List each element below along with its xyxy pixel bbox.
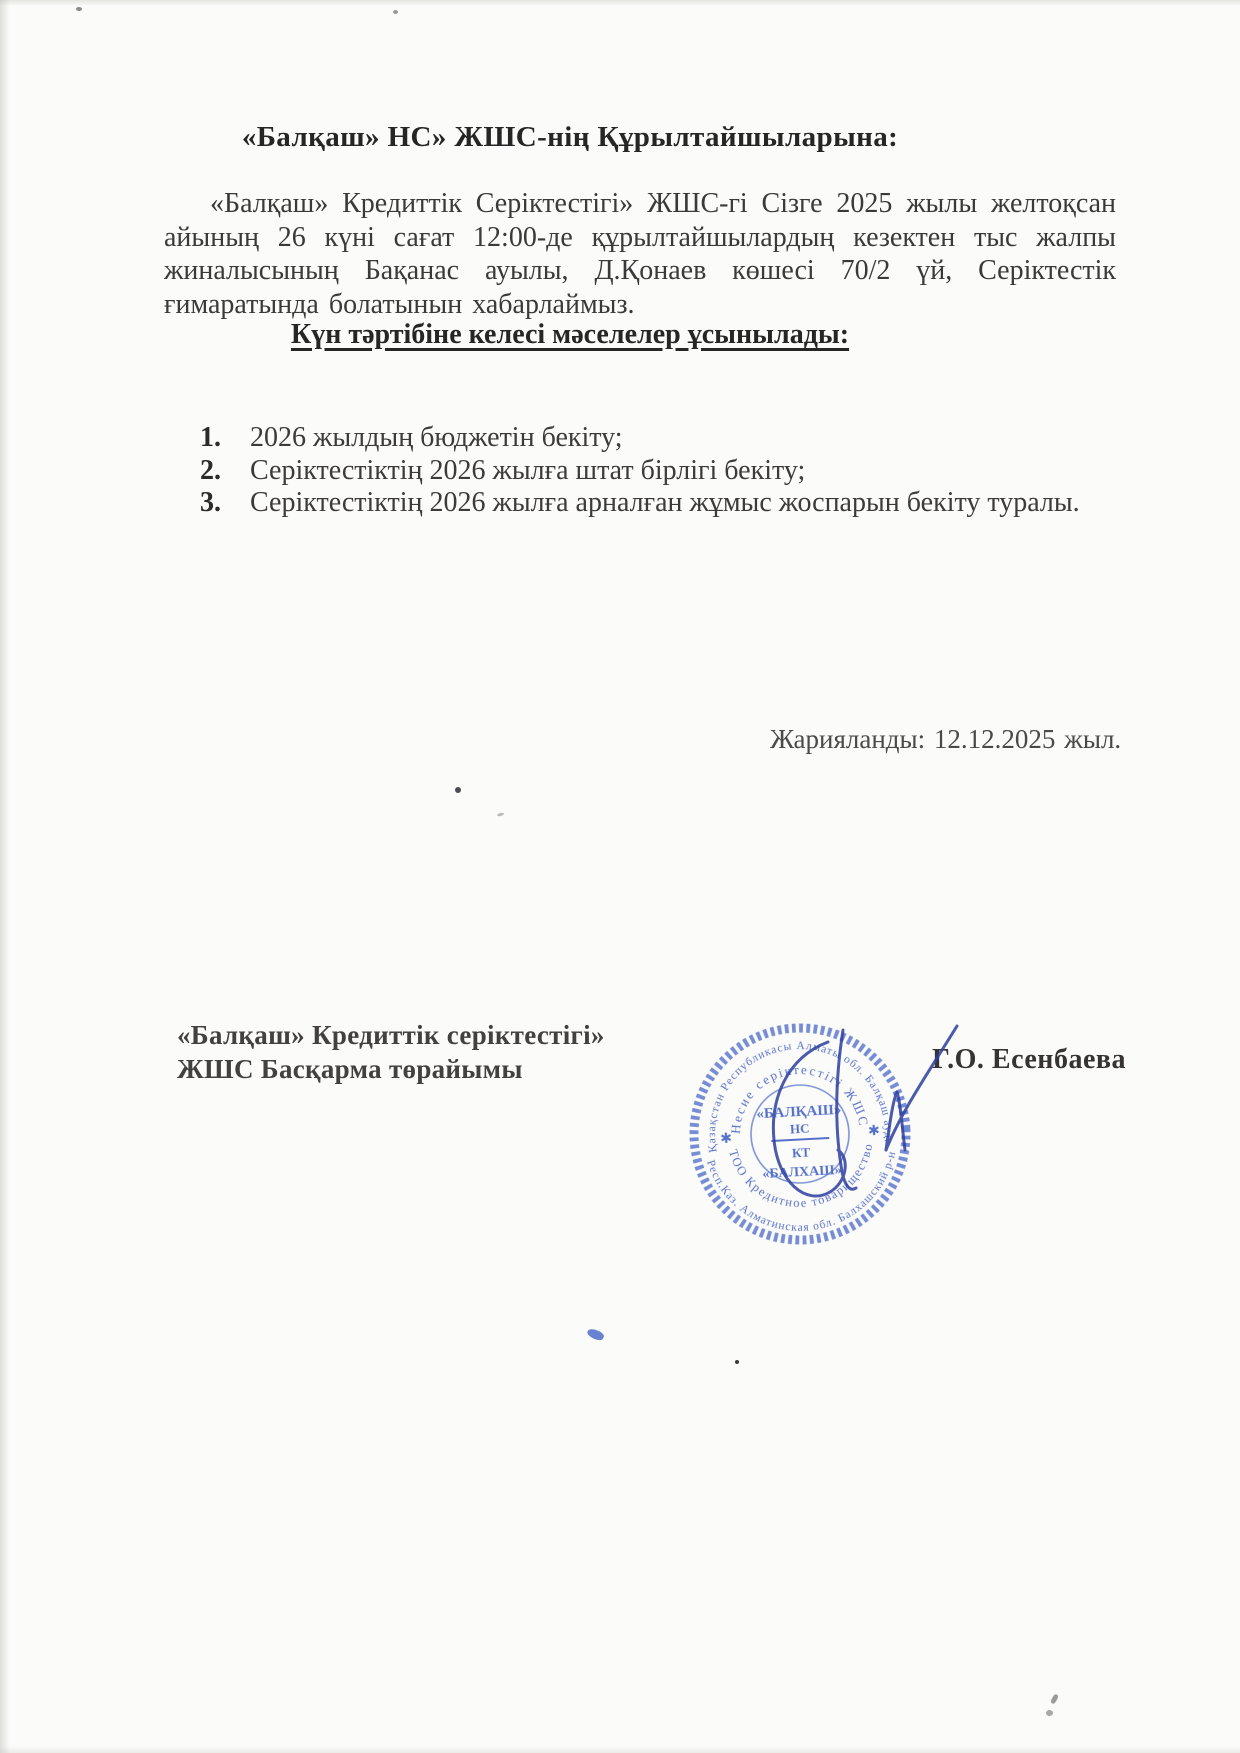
agenda-heading: Күн тәртібіне келесі мәселелер ұсынылады: (290, 319, 850, 350)
stamp-center-kt: КТ (791, 1144, 811, 1161)
agenda-item-text: Серіктестіктің 2026 жылға арналған жұмыс жоспарын бекіту туралы. (250, 487, 1080, 518)
stamp-center-name-bottom: «БАЛХАШ» (762, 1162, 842, 1183)
stamp-outer-bottom-text: Респ.Каз. Алматинская обл. Балхашский р-н (704, 1149, 899, 1234)
stamp-inner-top-text: Несие серіктестігі ЖШС (727, 1061, 872, 1135)
scan-speck (1046, 1710, 1053, 1716)
agenda-item-number: 3. (200, 487, 221, 518)
signature-org-block (177, 1018, 605, 1086)
agenda-item-number: 1. (200, 422, 221, 453)
scan-speck (76, 7, 82, 11)
scan-edge-shadow (0, 1746, 1240, 1753)
signature-org-line1: «Балқаш» Кредиттік серіктестігі» (177, 1020, 605, 1050)
stamp-star-right-icon: ✱ (867, 1123, 881, 1140)
publication-date-line: Жарияланды: 12.12.2025 жыл. (770, 724, 1122, 754)
stamp-outer-top-text: Қазақстан Республикасы Алматы обл. Балқаш ауд. (705, 1040, 895, 1154)
scan-speck (393, 10, 398, 14)
scan-speck (497, 812, 505, 817)
scan-speck (1050, 1693, 1059, 1704)
agenda-item-number: 2. (200, 454, 221, 486)
notice-paragraph: «Балқаш» Кредиттік Серіктестігі» ЖШС-гі Сізге 2025 жылы желтоқсан айының 26 күні сағат 12:00-де құрылтайшылардың кезектен тыс жалпы жиналысының Бақанас ауылы, Д.Қонаев көшесі 70/2 үй, Серіктестік ғимаратында болатынын хабарлаймыз. (164, 188, 1116, 320)
scan-edge-shadow (0, 0, 10, 1753)
ink-speck (586, 1327, 605, 1342)
signature-org-line2: ЖШС Басқарма төрайымы (177, 1054, 523, 1084)
agenda-item-text: 2026 жылдың бюджетін бекіту; (250, 422, 623, 453)
scan-speck (735, 1360, 739, 1364)
document-title: «Балқаш» НС» ЖШС-нің Құрылтайшыларына: (241, 121, 899, 153)
agenda-item (200, 422, 1100, 455)
agenda-item (200, 455, 1100, 488)
stamp-center-name-top: «БАЛҚАШ» (756, 1101, 842, 1123)
handwritten-signature (740, 1010, 980, 1280)
stamp-center-ns: НС (789, 1120, 810, 1137)
scan-edge-shadow (0, 0, 1240, 6)
scan-speck (455, 787, 461, 793)
agenda-list (200, 422, 1100, 520)
agenda-item (200, 487, 1100, 520)
signer-name: Г.О. Есенбаева (932, 1044, 1126, 1075)
stamp-inner-bottom-text: ТОО Кредитное товарищество (725, 1141, 876, 1211)
agenda-item-text: Серіктестіктің 2026 жылға штат бірлігі бекіту; (250, 454, 806, 486)
stamp-star-left-icon: ✱ (719, 1131, 733, 1148)
